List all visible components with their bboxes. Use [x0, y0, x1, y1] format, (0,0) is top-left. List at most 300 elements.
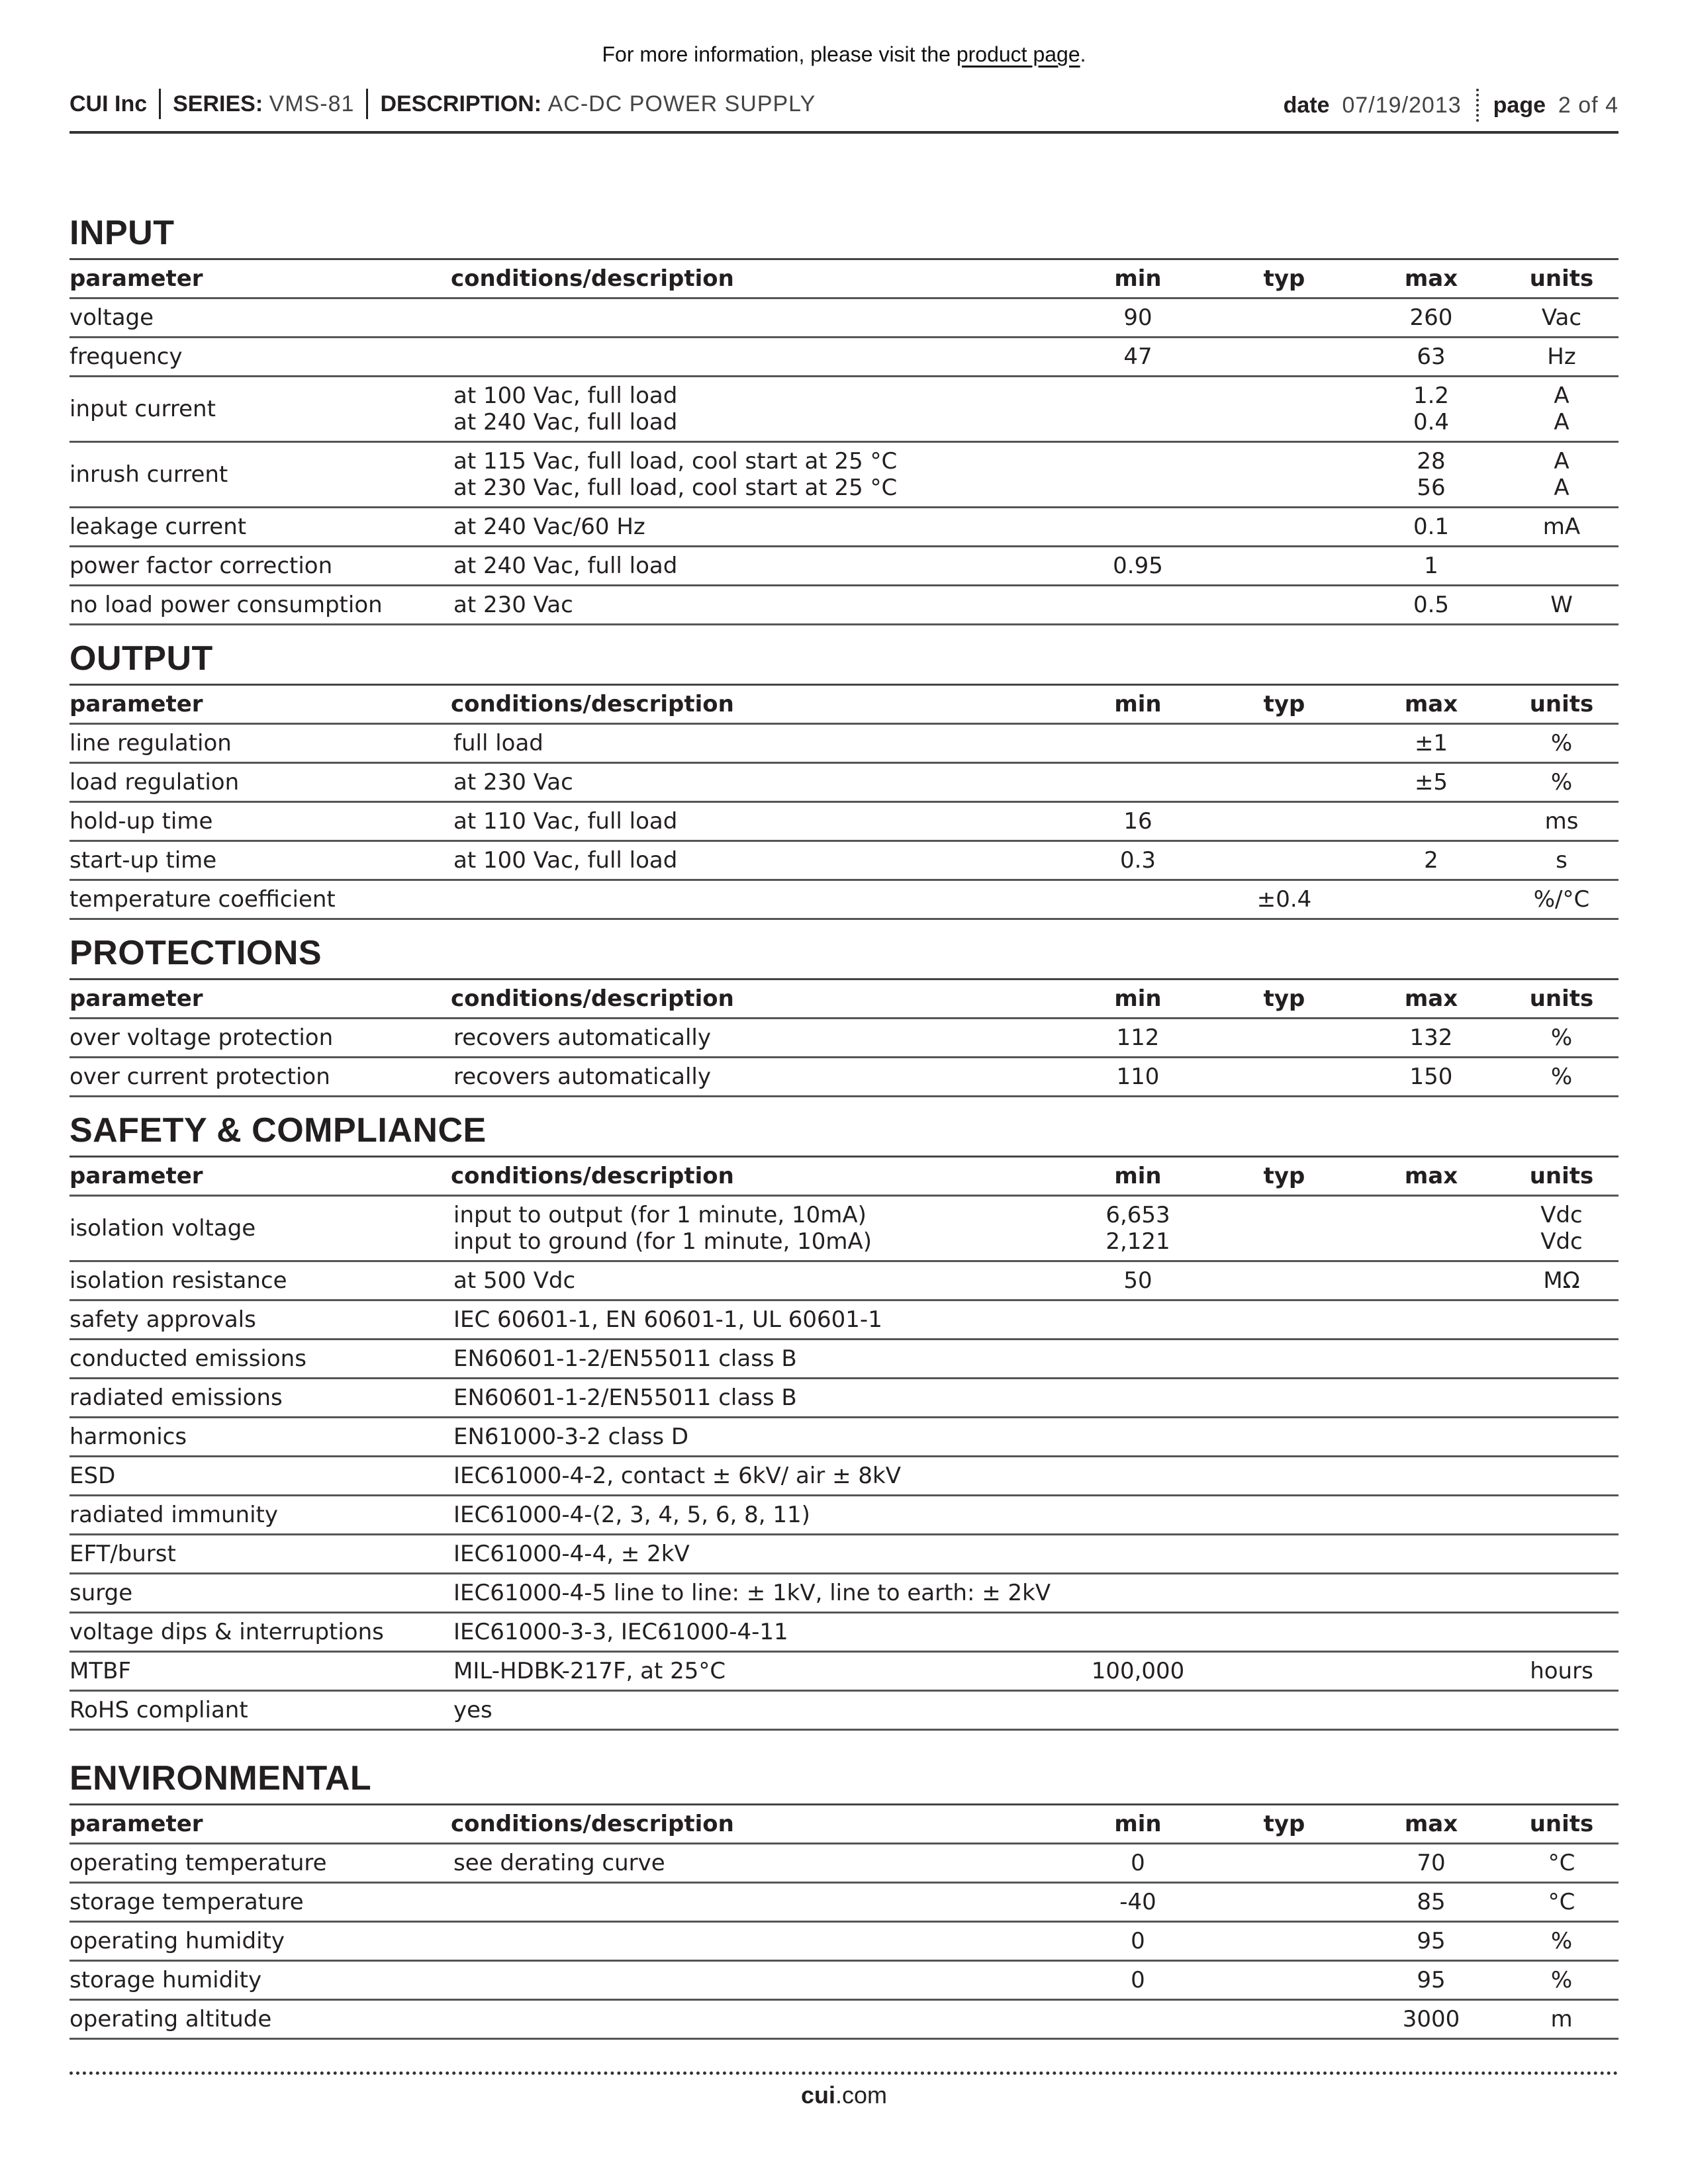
spec-row	[70, 338, 1618, 377]
units-cell	[1505, 724, 1618, 763]
min-cell	[1065, 1844, 1211, 1883]
conditions-cell	[451, 763, 1065, 802]
parameter-cell: operating altitude	[70, 2000, 451, 2039]
description-label: DESCRIPTION:	[380, 91, 542, 116]
spec-row	[70, 377, 1618, 442]
max-cell	[1358, 1961, 1505, 2000]
min-cell	[1065, 1496, 1211, 1535]
header-parameter: parameter	[70, 1158, 451, 1196]
footer-domain-rest: .com	[835, 2081, 888, 2109]
conditions-cell-line: at 100 Vac, full load	[453, 847, 678, 874]
max-cell	[1358, 1058, 1505, 1097]
spec-row	[70, 547, 1618, 586]
units-cell-line: MΩ	[1543, 1267, 1580, 1294]
parameter-cell: input current	[70, 377, 451, 442]
max-cell-line: 0.5	[1413, 592, 1450, 618]
header-conditions: conditions/description	[451, 686, 1065, 724]
units-cell	[1505, 1261, 1618, 1300]
typ-cell	[1211, 1691, 1358, 1730]
spec-row	[70, 1261, 1618, 1300]
units-cell	[1505, 1058, 1618, 1097]
section-title: INPUT	[70, 212, 1618, 260]
parameter-cell: operating temperature	[70, 1844, 451, 1883]
conditions-cell-line: at 240 Vac, full load	[453, 409, 678, 435]
units-cell	[1505, 841, 1618, 880]
spec-row	[70, 1844, 1618, 1883]
conditions-cell-line: MIL-HDBK-217F, at 25°C	[453, 1658, 726, 1684]
conditions-cell	[451, 1961, 1065, 2000]
max-cell	[1358, 338, 1505, 377]
conditions-cell	[451, 1457, 1065, 1496]
max-cell-line: 85	[1417, 1889, 1446, 1915]
min-cell-line: 0.95	[1113, 553, 1163, 579]
header-divider	[366, 89, 368, 119]
spec-row	[70, 1019, 1618, 1058]
conditions-cell	[451, 880, 1065, 919]
units-cell	[1505, 1883, 1618, 1922]
parameter-cell: RoHS compliant	[70, 1691, 451, 1730]
max-cell	[1358, 1196, 1505, 1261]
units-cell	[1505, 1379, 1618, 1418]
parameter-cell: storage humidity	[70, 1961, 451, 2000]
max-cell-line: 260	[1409, 304, 1453, 331]
header-min: min	[1065, 1158, 1211, 1196]
max-cell-line: 0.1	[1413, 514, 1450, 540]
max-cell	[1358, 1844, 1505, 1883]
parameter-cell: hold-up time	[70, 802, 451, 841]
units-cell	[1505, 508, 1618, 547]
min-cell	[1065, 880, 1211, 919]
units-cell-line: %	[1550, 1967, 1573, 1993]
parameter-cell: leakage current	[70, 508, 451, 547]
header-row	[70, 980, 1618, 1019]
typ-cell	[1211, 1340, 1358, 1379]
parameter-cell: radiated emissions	[70, 1379, 451, 1418]
header-conditions: conditions/description	[451, 1158, 1065, 1196]
min-cell	[1065, 1691, 1211, 1730]
parameter-cell: surge	[70, 1574, 451, 1613]
parameter-cell: over current protection	[70, 1058, 451, 1097]
units-cell	[1505, 1340, 1618, 1379]
parameter-cell: isolation resistance	[70, 1261, 451, 1300]
header-max: max	[1358, 1805, 1505, 1844]
conditions-cell	[451, 2000, 1065, 2039]
conditions-cell-line: EN60601-1-2/EN55011 class B	[453, 1385, 797, 1411]
units-cell	[1505, 1535, 1618, 1574]
notice-suffix: .	[1080, 42, 1086, 66]
date-label: date	[1283, 92, 1330, 118]
typ-cell	[1211, 338, 1358, 377]
units-cell-line: A	[1554, 383, 1570, 409]
spec-row	[70, 1961, 1618, 2000]
min-cell	[1065, 1196, 1211, 1261]
spec-row	[70, 1652, 1618, 1691]
header-units: units	[1505, 260, 1618, 298]
parameter-cell: storage temperature	[70, 1883, 451, 1922]
units-cell	[1505, 1613, 1618, 1652]
header-row	[70, 1158, 1618, 1196]
min-cell	[1065, 1058, 1211, 1097]
units-cell	[1505, 802, 1618, 841]
min-cell	[1065, 1613, 1211, 1652]
header-parameter: parameter	[70, 1805, 451, 1844]
max-cell-line: 0.4	[1413, 409, 1450, 435]
spec-row	[70, 1379, 1618, 1418]
spec-table	[70, 1805, 1618, 2040]
product-page-link[interactable]: product page	[956, 42, 1080, 66]
parameter-cell: no load power consumption	[70, 586, 451, 625]
spec-row	[70, 1535, 1618, 1574]
header-units: units	[1505, 1805, 1618, 1844]
max-cell-line: 63	[1417, 343, 1446, 370]
conditions-cell-line: EN60601-1-2/EN55011 class B	[453, 1345, 797, 1372]
max-cell	[1358, 1457, 1505, 1496]
spec-table	[70, 686, 1618, 920]
conditions-cell	[451, 1019, 1065, 1058]
parameter-cell: temperature coefficient	[70, 880, 451, 919]
header-max: max	[1358, 260, 1505, 298]
typ-cell	[1211, 1844, 1358, 1883]
typ-cell	[1211, 1300, 1358, 1340]
series-label: SERIES:	[173, 91, 263, 116]
spec-row	[70, 1574, 1618, 1613]
units-cell-line: A	[1554, 409, 1570, 435]
max-cell-line: 56	[1417, 475, 1446, 501]
min-cell-line: 90	[1123, 304, 1152, 331]
max-cell	[1358, 1922, 1505, 1961]
conditions-cell-line: IEC 60601-1, EN 60601-1, UL 60601-1	[453, 1306, 882, 1333]
description-value: AC-DC POWER SUPPLY	[547, 91, 816, 116]
min-cell	[1065, 1922, 1211, 1961]
min-cell	[1065, 1418, 1211, 1457]
max-cell	[1358, 1340, 1505, 1379]
header-max: max	[1358, 1158, 1505, 1196]
typ-cell	[1211, 1652, 1358, 1691]
conditions-cell-line: at 230 Vac, full load, cool start at 25 °C	[453, 475, 898, 501]
typ-cell	[1211, 1058, 1358, 1097]
parameter-cell: frequency	[70, 338, 451, 377]
units-cell	[1505, 763, 1618, 802]
section-title: SAFETY & COMPLIANCE	[70, 1109, 1618, 1158]
spec-row	[70, 724, 1618, 763]
header-min: min	[1065, 686, 1211, 724]
units-cell-line: °C	[1548, 1850, 1575, 1876]
conditions-cell	[451, 1058, 1065, 1097]
conditions-cell	[451, 1883, 1065, 1922]
max-cell-line: ±1	[1414, 730, 1448, 756]
max-cell-line: 95	[1417, 1967, 1446, 1993]
max-cell	[1358, 724, 1505, 763]
typ-cell	[1211, 1379, 1358, 1418]
max-cell-line: 150	[1409, 1064, 1453, 1090]
units-cell	[1505, 1019, 1618, 1058]
min-cell-line: 0	[1131, 1967, 1145, 1993]
parameter-cell: ESD	[70, 1457, 451, 1496]
max-cell-line: 28	[1417, 448, 1446, 475]
header-dotted-divider	[1476, 89, 1479, 122]
max-cell	[1358, 1418, 1505, 1457]
units-cell-line: %	[1550, 769, 1573, 796]
spec-row	[70, 1457, 1618, 1496]
units-cell	[1505, 1844, 1618, 1883]
conditions-cell-line: recovers automatically	[453, 1064, 711, 1090]
conditions-cell-line: IEC61000-3-3, IEC61000-4-11	[453, 1619, 788, 1645]
typ-cell	[1211, 724, 1358, 763]
min-cell	[1065, 338, 1211, 377]
header-max: max	[1358, 686, 1505, 724]
header-row	[70, 260, 1618, 298]
conditions-cell-line: at 500 Vdc	[453, 1267, 576, 1294]
conditions-cell-line: recovers automatically	[453, 1024, 711, 1051]
parameter-cell: load regulation	[70, 763, 451, 802]
document-header	[70, 79, 1618, 134]
max-cell-line: 70	[1417, 1850, 1446, 1876]
max-cell-line: 1	[1424, 553, 1438, 579]
conditions-cell-line: EN61000-3-2 class D	[453, 1424, 689, 1450]
spec-row	[70, 2000, 1618, 2039]
units-cell	[1505, 586, 1618, 625]
spec-row	[70, 1196, 1618, 1261]
header-max: max	[1358, 980, 1505, 1019]
min-cell-line: 0	[1131, 1850, 1145, 1876]
units-cell-line: %/°C	[1533, 886, 1590, 913]
units-cell-line: Hz	[1547, 343, 1576, 370]
header-row	[70, 686, 1618, 724]
conditions-cell	[451, 586, 1065, 625]
spec-row	[70, 1691, 1618, 1730]
units-cell	[1505, 1922, 1618, 1961]
date-value: 07/19/2013	[1342, 92, 1462, 118]
conditions-cell	[451, 1300, 1065, 1340]
max-cell	[1358, 298, 1505, 338]
max-cell	[1358, 841, 1505, 880]
typ-cell	[1211, 298, 1358, 338]
units-cell-line: %	[1550, 1928, 1573, 1954]
min-cell-line: -40	[1119, 1889, 1156, 1915]
typ-cell	[1211, 1883, 1358, 1922]
min-cell	[1065, 1379, 1211, 1418]
footer-website[interactable]	[0, 2081, 1688, 2109]
units-cell	[1505, 1961, 1618, 2000]
conditions-cell-line: at 110 Vac, full load	[453, 808, 678, 835]
min-cell	[1065, 1961, 1211, 2000]
conditions-cell-line: at 240 Vac/60 Hz	[453, 514, 645, 540]
min-cell-line: 6,653	[1105, 1202, 1170, 1228]
conditions-cell	[451, 1535, 1065, 1574]
min-cell	[1065, 1300, 1211, 1340]
header-parameter: parameter	[70, 980, 451, 1019]
units-cell-line: A	[1554, 448, 1570, 475]
max-cell	[1358, 586, 1505, 625]
units-cell	[1505, 1196, 1618, 1261]
conditions-cell	[451, 1574, 1065, 1613]
max-cell	[1358, 442, 1505, 508]
units-cell	[1505, 1652, 1618, 1691]
parameter-cell: harmonics	[70, 1418, 451, 1457]
conditions-cell	[451, 338, 1065, 377]
typ-cell	[1211, 1922, 1358, 1961]
conditions-cell-line: at 115 Vac, full load, cool start at 25 °C	[453, 448, 898, 475]
section-title: PROTECTIONS	[70, 932, 1618, 980]
typ-cell	[1211, 1019, 1358, 1058]
min-cell-line: 0	[1131, 1928, 1145, 1954]
header-conditions: conditions/description	[451, 1805, 1065, 1844]
conditions-cell	[451, 1379, 1065, 1418]
parameter-cell: line regulation	[70, 724, 451, 763]
conditions-cell-line: at 100 Vac, full load	[453, 383, 678, 409]
parameter-cell: voltage	[70, 298, 451, 338]
units-cell	[1505, 1300, 1618, 1340]
units-cell	[1505, 880, 1618, 919]
spec-row	[70, 1058, 1618, 1097]
header-conditions: conditions/description	[451, 260, 1065, 298]
conditions-cell	[451, 298, 1065, 338]
parameter-cell: isolation voltage	[70, 1196, 451, 1261]
conditions-cell	[451, 1922, 1065, 1961]
typ-cell	[1211, 547, 1358, 586]
max-cell-line: 1.2	[1413, 383, 1450, 409]
min-cell-line: 16	[1123, 808, 1152, 835]
spec-row	[70, 1300, 1618, 1340]
conditions-cell	[451, 1340, 1065, 1379]
units-cell-line: ms	[1544, 808, 1579, 835]
header-row	[70, 1805, 1618, 1844]
header-typ: typ	[1211, 980, 1358, 1019]
parameter-cell: over voltage protection	[70, 1019, 451, 1058]
conditions-cell	[451, 377, 1065, 442]
conditions-cell-line: full load	[453, 730, 543, 756]
conditions-cell	[451, 547, 1065, 586]
parameter-cell: voltage dips & interruptions	[70, 1613, 451, 1652]
conditions-cell-line: at 240 Vac, full load	[453, 553, 678, 579]
min-cell	[1065, 1883, 1211, 1922]
max-cell	[1358, 802, 1505, 841]
min-cell-line: 100,000	[1091, 1658, 1185, 1684]
units-cell	[1505, 442, 1618, 508]
units-cell	[1505, 298, 1618, 338]
header-divider	[159, 89, 161, 119]
max-cell-line: 2	[1424, 847, 1438, 874]
units-cell-line: mA	[1542, 514, 1581, 540]
spec-table	[70, 260, 1618, 625]
typ-cell	[1211, 377, 1358, 442]
min-cell	[1065, 547, 1211, 586]
spec-row	[70, 1496, 1618, 1535]
conditions-cell-line: yes	[453, 1697, 492, 1723]
conditions-cell	[451, 508, 1065, 547]
units-cell-line: %	[1550, 730, 1573, 756]
notice-prefix: For more information, please visit the	[602, 42, 957, 66]
spec-row	[70, 880, 1618, 919]
max-cell-line: ±5	[1414, 769, 1448, 796]
conditions-cell	[451, 1844, 1065, 1883]
conditions-cell-line: at 230 Vac	[453, 592, 573, 618]
max-cell-line: 95	[1417, 1928, 1446, 1954]
min-cell-line: 47	[1123, 343, 1152, 370]
conditions-cell	[451, 1261, 1065, 1300]
header-parameter: parameter	[70, 260, 451, 298]
typ-cell	[1211, 1574, 1358, 1613]
max-cell	[1358, 1691, 1505, 1730]
min-cell	[1065, 508, 1211, 547]
product-page-notice	[0, 42, 1688, 67]
header-conditions: conditions/description	[451, 980, 1065, 1019]
min-cell-line: 0.3	[1119, 847, 1156, 874]
conditions-cell-line: IEC61000-4-(2, 3, 4, 5, 6, 8, 11)	[453, 1502, 810, 1528]
typ-cell	[1211, 1613, 1358, 1652]
max-cell	[1358, 377, 1505, 442]
units-cell-line: A	[1554, 475, 1570, 501]
conditions-cell	[451, 1196, 1065, 1261]
conditions-cell-line: IEC61000-4-2, contact ± 6kV/ air ± 8kV	[453, 1463, 901, 1489]
header-units: units	[1505, 1158, 1618, 1196]
typ-cell	[1211, 1535, 1358, 1574]
max-cell	[1358, 1652, 1505, 1691]
min-cell	[1065, 1261, 1211, 1300]
conditions-cell	[451, 442, 1065, 508]
units-cell	[1505, 1691, 1618, 1730]
spec-row	[70, 1883, 1618, 1922]
section-title: OUTPUT	[70, 637, 1618, 686]
min-cell	[1065, 841, 1211, 880]
units-cell	[1505, 2000, 1618, 2039]
parameter-cell: MTBF	[70, 1652, 451, 1691]
min-cell	[1065, 1457, 1211, 1496]
spec-row	[70, 1340, 1618, 1379]
conditions-cell	[451, 1613, 1065, 1652]
spec-table	[70, 1158, 1618, 1731]
spec-row	[70, 298, 1618, 338]
spec-row	[70, 442, 1618, 508]
conditions-cell	[451, 802, 1065, 841]
units-cell	[1505, 377, 1618, 442]
spec-row	[70, 508, 1618, 547]
min-cell	[1065, 1535, 1211, 1574]
spec-row	[70, 841, 1618, 880]
max-cell	[1358, 1535, 1505, 1574]
typ-cell	[1211, 802, 1358, 841]
parameter-cell: conducted emissions	[70, 1340, 451, 1379]
spec-row	[70, 1613, 1618, 1652]
spec-row	[70, 1418, 1618, 1457]
max-cell	[1358, 1496, 1505, 1535]
parameter-cell: EFT/burst	[70, 1535, 451, 1574]
min-cell	[1065, 802, 1211, 841]
typ-cell	[1211, 1961, 1358, 2000]
min-cell	[1065, 586, 1211, 625]
parameter-cell: start-up time	[70, 841, 451, 880]
min-cell	[1065, 724, 1211, 763]
min-cell	[1065, 1652, 1211, 1691]
units-cell	[1505, 1418, 1618, 1457]
min-cell-line: 2,121	[1105, 1228, 1170, 1255]
min-cell	[1065, 1574, 1211, 1613]
units-cell-line: %	[1550, 1024, 1573, 1051]
units-cell-line: W	[1550, 592, 1573, 618]
units-cell	[1505, 338, 1618, 377]
conditions-cell-line: input to ground (for 1 minute, 10mA)	[453, 1228, 872, 1255]
typ-cell	[1211, 763, 1358, 802]
footer-domain-bold: cui	[800, 2081, 835, 2109]
max-cell	[1358, 1261, 1505, 1300]
units-cell-line: °C	[1548, 1889, 1575, 1915]
parameter-cell: safety approvals	[70, 1300, 451, 1340]
min-cell	[1065, 2000, 1211, 2039]
units-cell-line: s	[1556, 847, 1568, 874]
min-cell	[1065, 1019, 1211, 1058]
conditions-cell	[451, 1496, 1065, 1535]
spec-row	[70, 586, 1618, 625]
